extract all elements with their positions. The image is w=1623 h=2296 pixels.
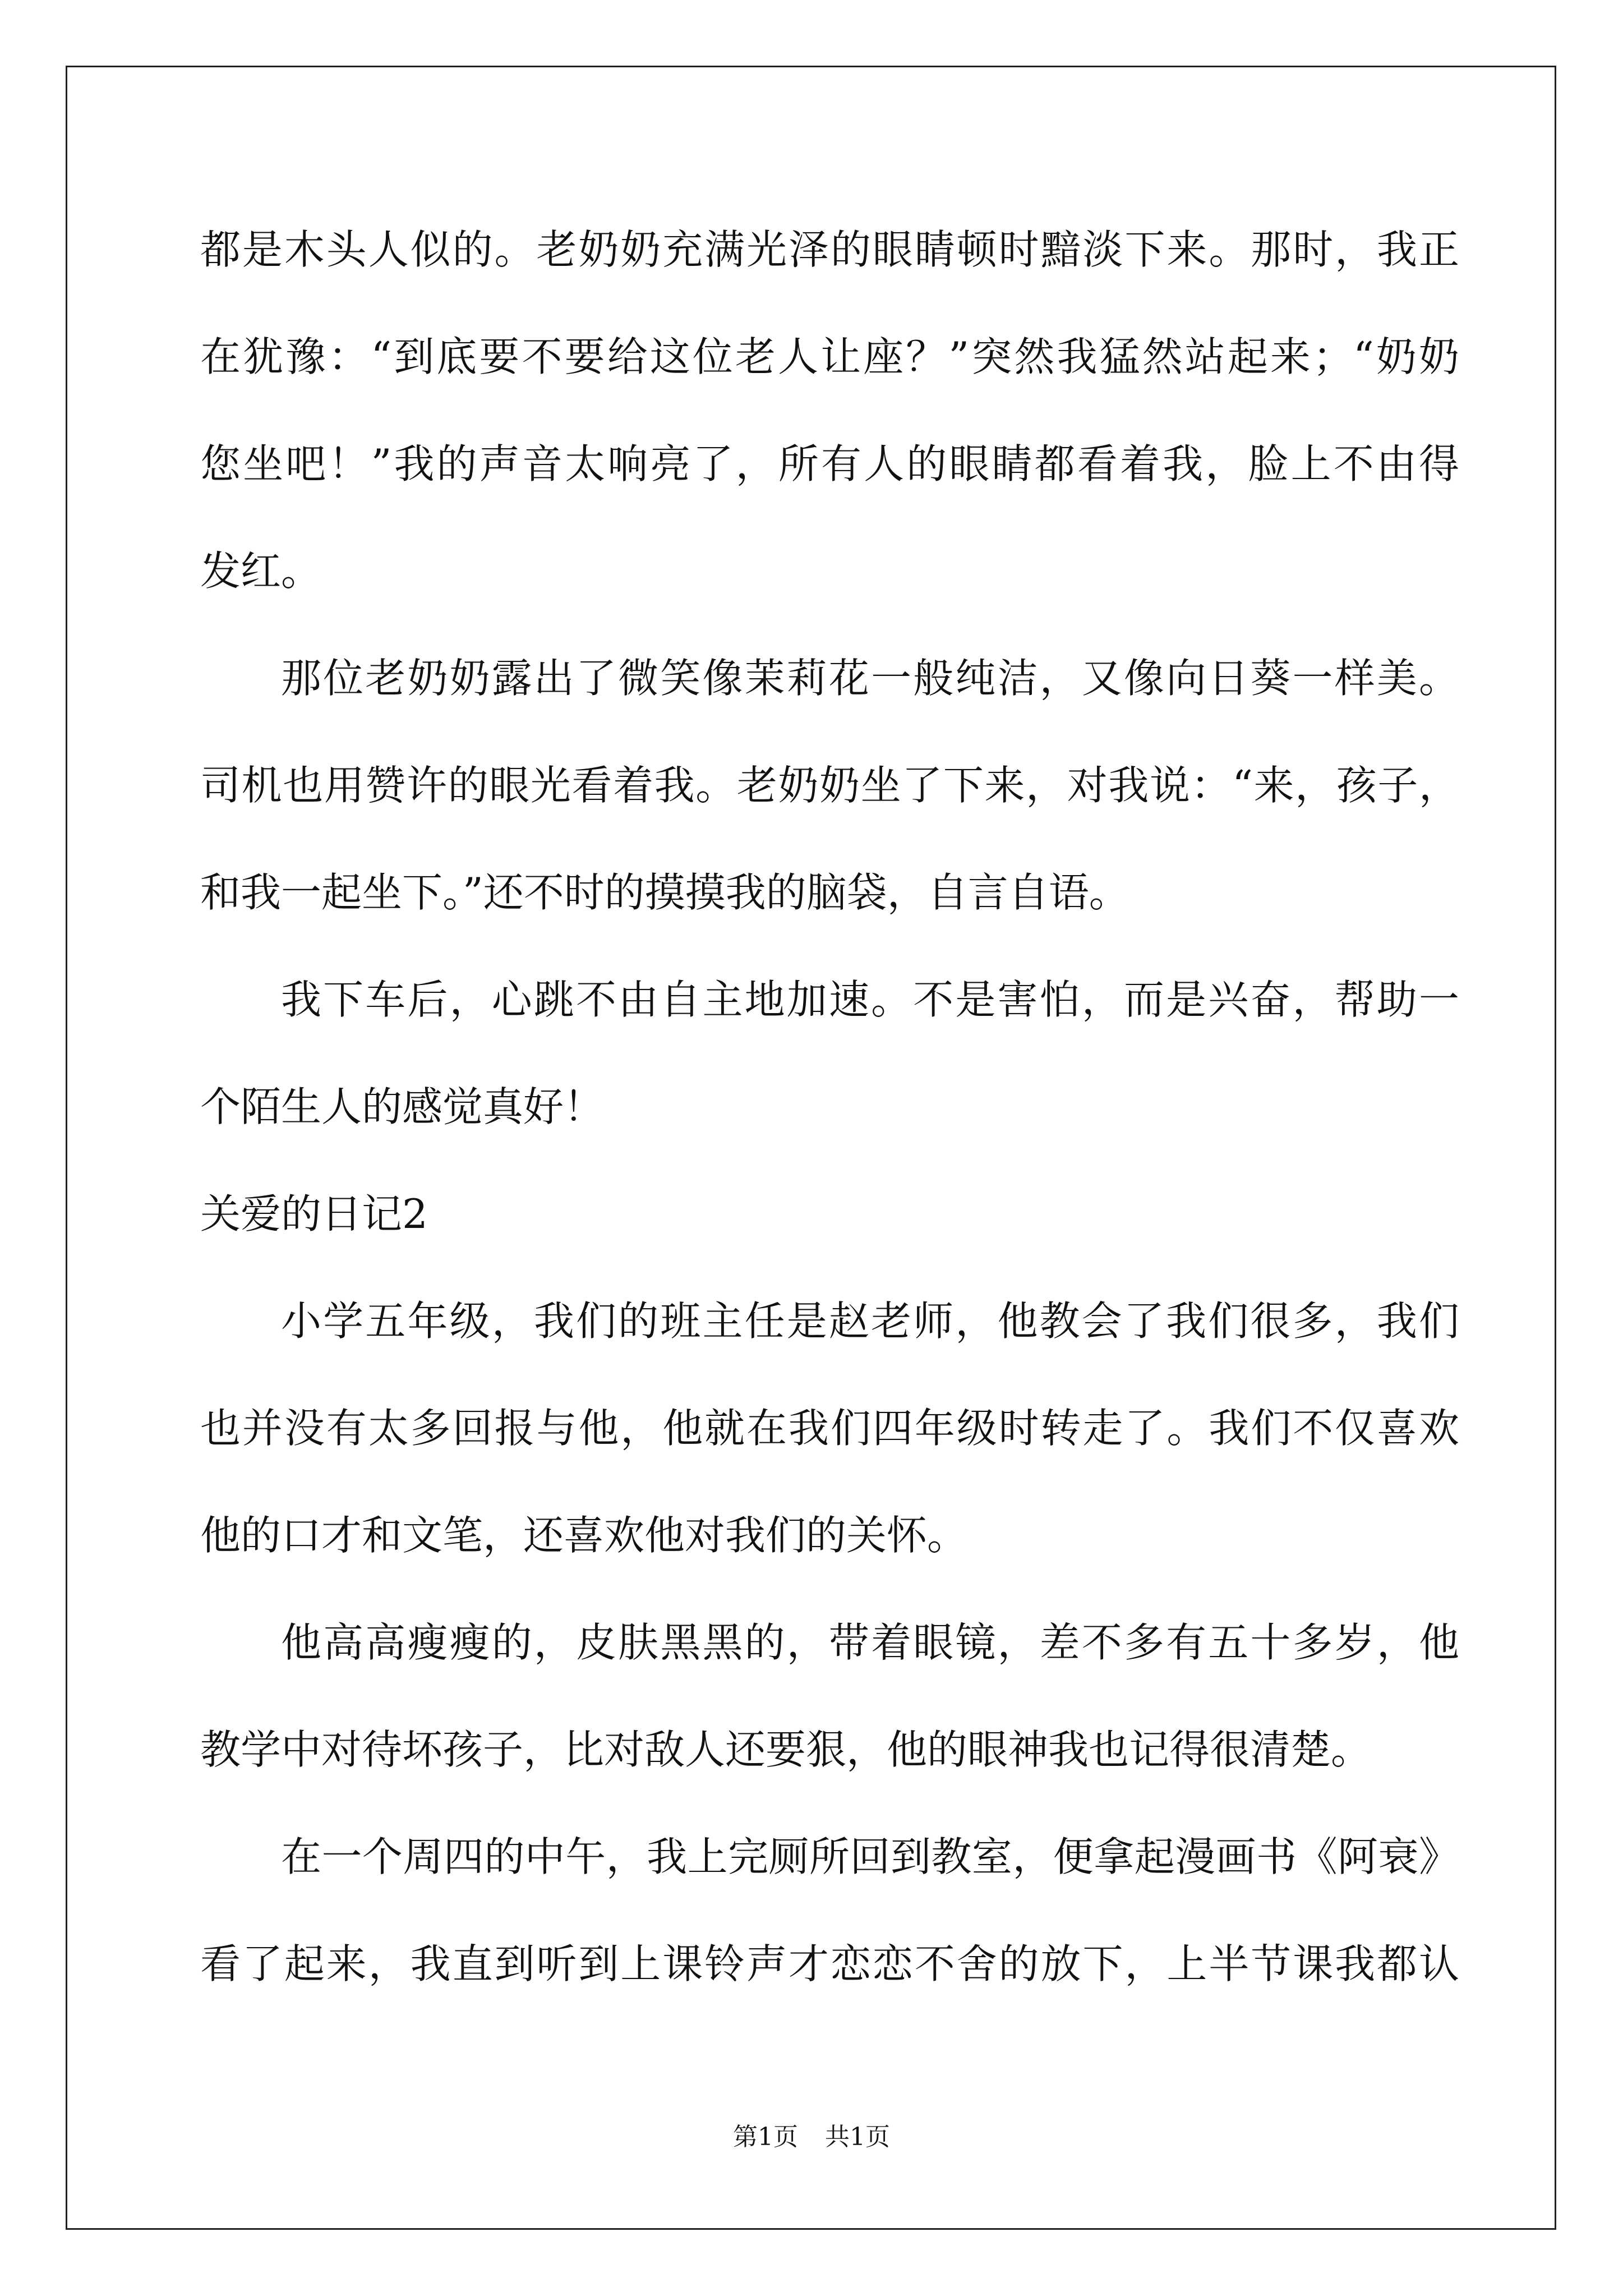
text-line: 司机也用赞许的眼光看着我。老奶奶坐了下来，对我说：“来，孩子， bbox=[200, 762, 1459, 809]
text-line: 也并没有太多回报与他，他就在我们四年级时转走了。我们不仅喜欢 bbox=[200, 1405, 1459, 1452]
page-total: 共1页 bbox=[825, 2123, 890, 2151]
section-heading: 关爱的日记2 bbox=[200, 1190, 428, 1237]
paragraph-first-line: 在一个周四的中午，我上完厕所回到教室，便拿起漫画书《阿衰》 bbox=[281, 1833, 1459, 1880]
text-line: 都是木头人似的。老奶奶充满光泽的眼睛顿时黯淡下来。那时，我正 bbox=[200, 226, 1459, 273]
text-line: 他的口才和文笔，还喜欢他对我们的关怀。 bbox=[200, 1512, 968, 1559]
text-line: 发红。 bbox=[200, 547, 322, 595]
text-line: 教学中对待坏孩子，比对敌人还要狠，他的眼神我也记得很清楚。 bbox=[200, 1726, 1372, 1773]
page-number: 第1页 bbox=[733, 2123, 798, 2151]
text-line: 看了起来，我直到听到上课铃声才恋恋不舍的放下，上半节课我都认 bbox=[200, 1940, 1459, 1987]
text-line: 您坐吧！”我的声音太响亮了，所有人的眼睛都看着我，脸上不由得 bbox=[200, 440, 1459, 487]
page-footer bbox=[0, 2120, 1623, 2154]
text-line: 在犹豫：“到底要不要给这位老人让座？”突然我猛然站起来；“奶奶 bbox=[200, 333, 1459, 380]
paragraph-first-line: 我下车后，心跳不由自主地加速。不是害怕，而是兴奋，帮助一 bbox=[281, 976, 1459, 1023]
text-line: 和我一起坐下。”还不时的摸摸我的脑袋，自言自语。 bbox=[200, 869, 1129, 916]
text-line: 个陌生人的感觉真好！ bbox=[200, 1083, 605, 1130]
paragraph-first-line: 小学五年级，我们的班主任是赵老师，他教会了我们很多，我们 bbox=[281, 1297, 1459, 1345]
paragraph-first-line: 他高高瘦瘦的，皮肤黑黑的，带着眼镜，差不多有五十多岁，他 bbox=[281, 1619, 1459, 1666]
paragraph-first-line: 那位老奶奶露出了微笑像茉莉花一般纯洁，又像向日葵一样美。 bbox=[281, 655, 1459, 702]
